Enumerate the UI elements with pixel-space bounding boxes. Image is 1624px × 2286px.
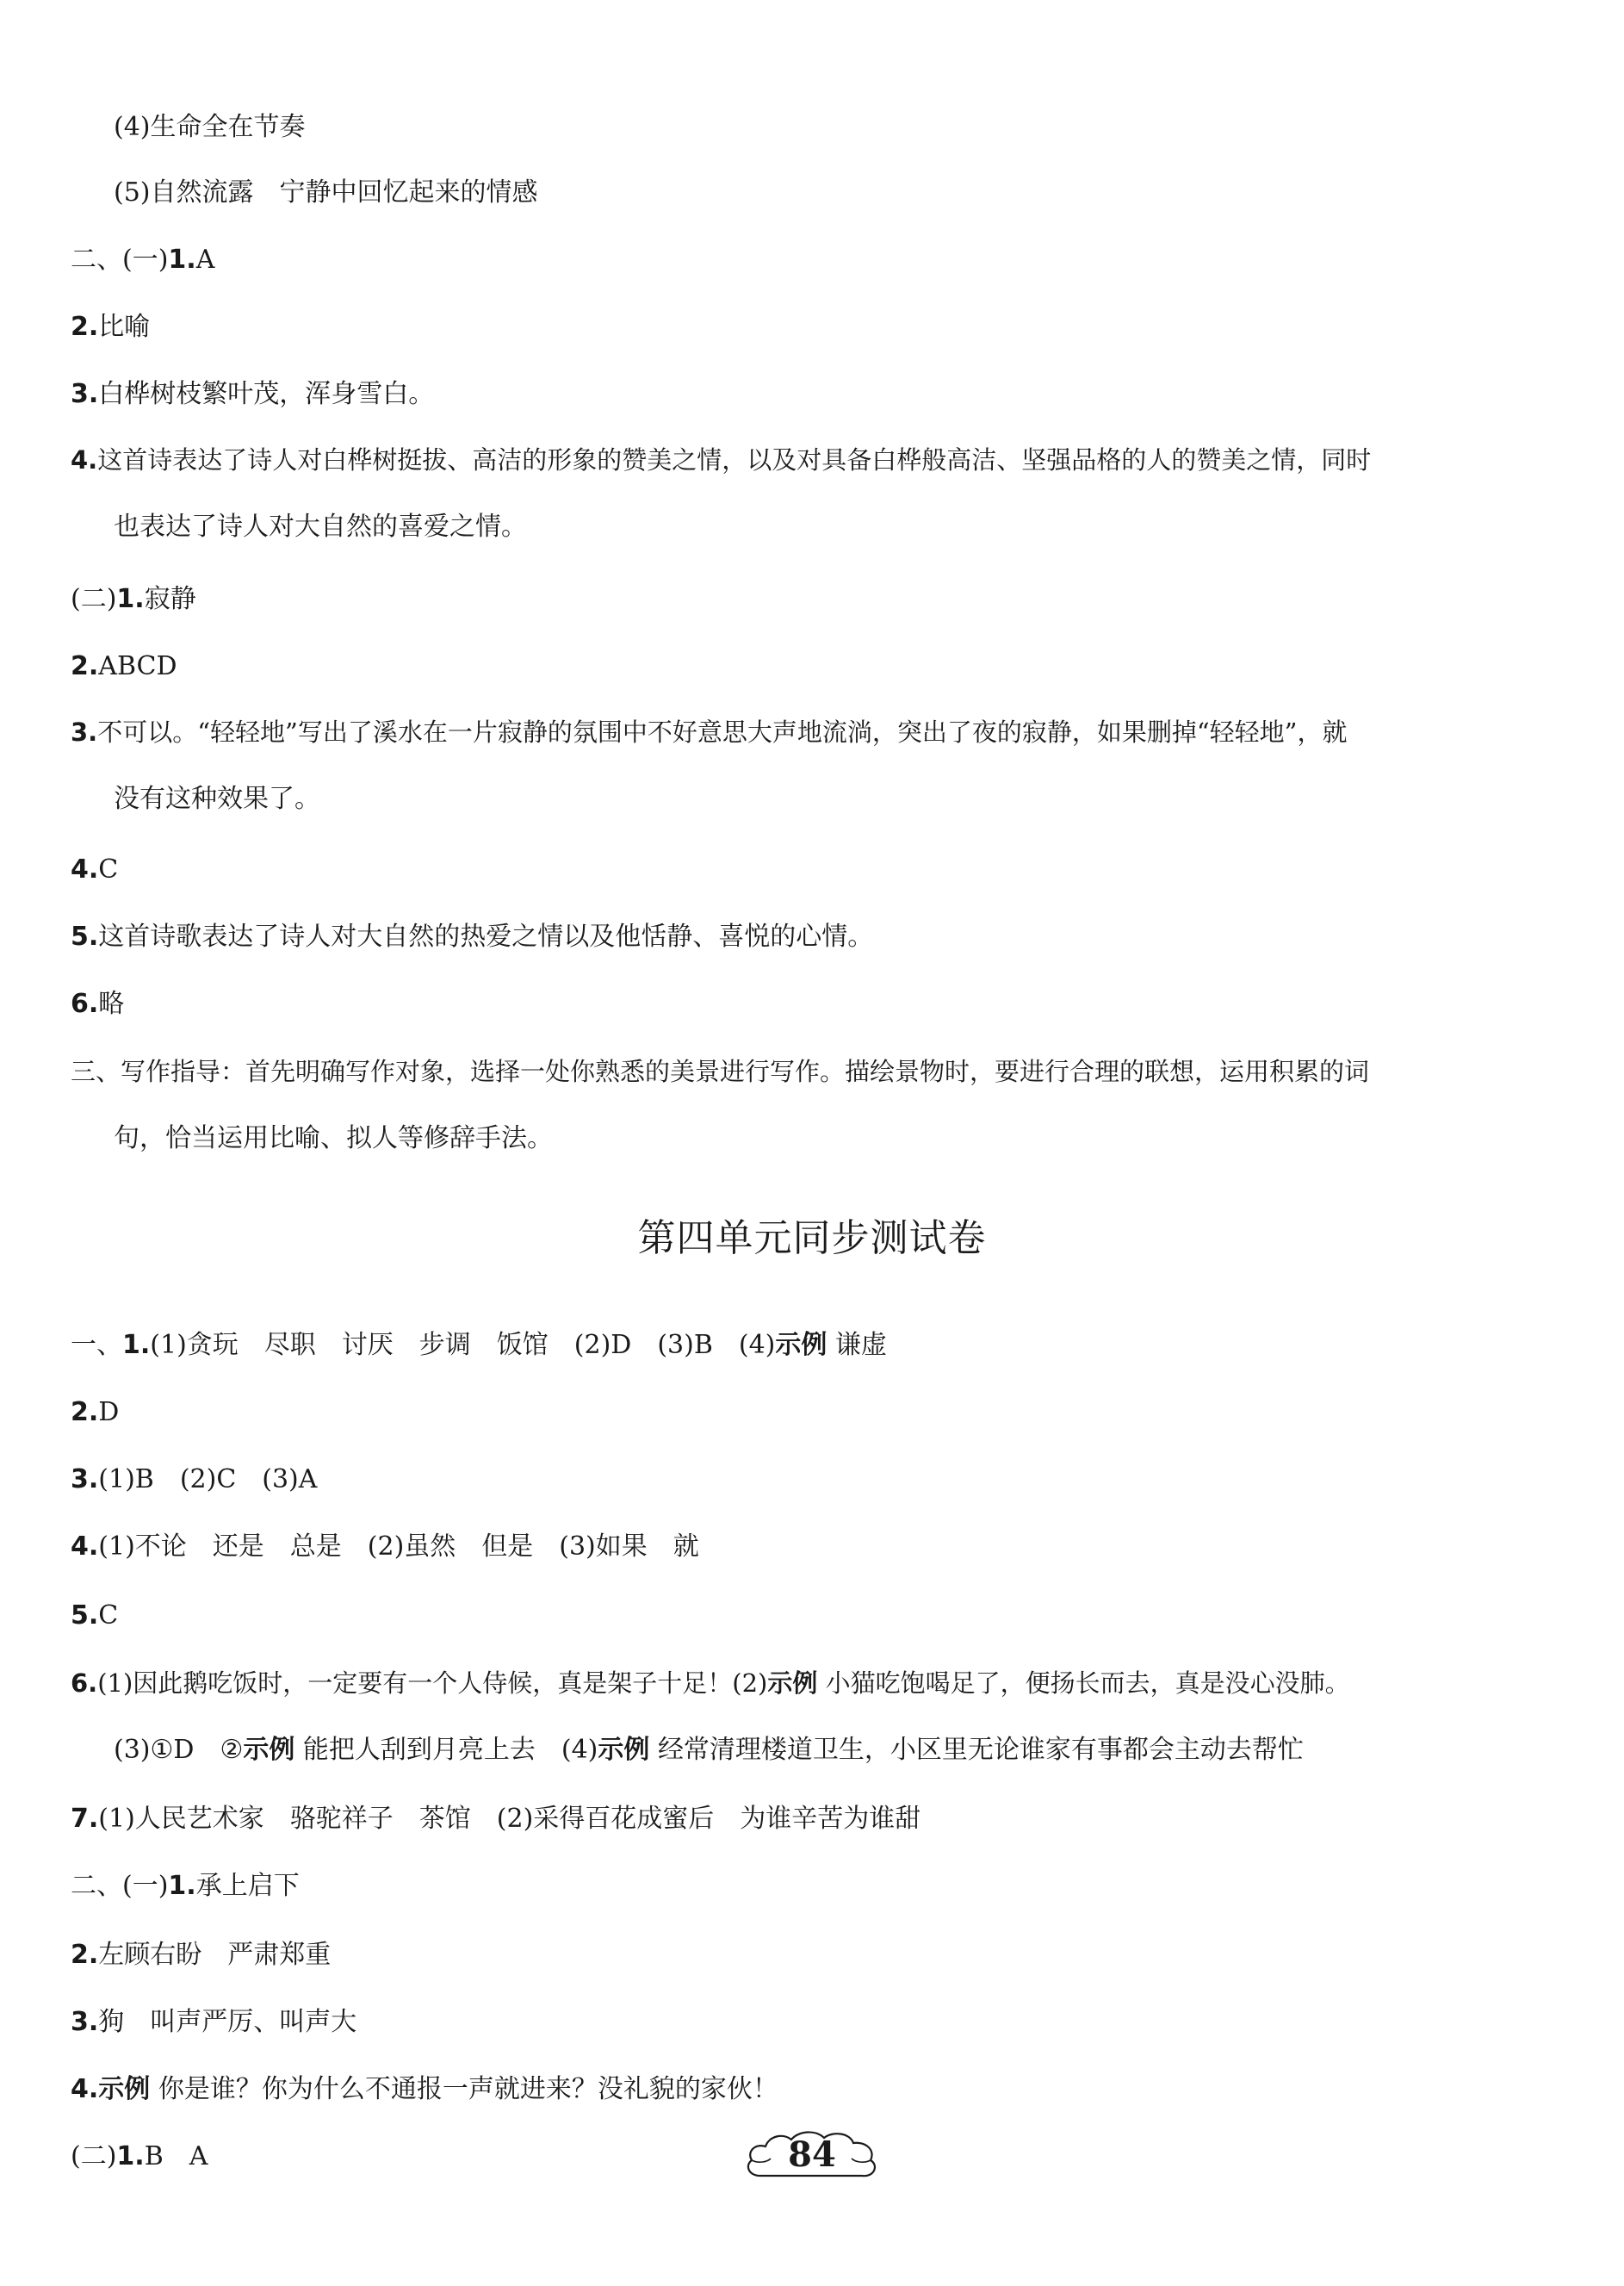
question-number: 1. [116, 584, 145, 614]
question-number: 4. [71, 2074, 99, 2104]
answer-text: 三、写作指导：首先明确写作对象，选择一处你熟悉的美景进行写作。描绘景物时，要进行合理的联想，运用积累的词 [71, 1057, 1370, 1086]
answer-line [114, 1121, 1595, 1156]
question-number: 4. [71, 854, 99, 885]
answer-text: 白桦树枝繁叶茂，浑身雪白。 [98, 379, 435, 409]
page-number-badge [741, 2126, 883, 2186]
section-label: 二、(一) [71, 245, 169, 275]
answer-text: 经常清理楼道卫生，小区里无论谁家有事都会主动去帮忙 [657, 1735, 1304, 1765]
section-label: 二、(一) [71, 1871, 169, 1901]
question-number: 4. [71, 1531, 99, 1562]
question-number: 1. [168, 245, 196, 275]
answer-line [114, 110, 1595, 145]
answer-line [71, 1395, 1552, 1430]
answer-text: ABCD [98, 651, 177, 681]
section-label: (二) [71, 584, 117, 614]
page-number: 84 [788, 2134, 836, 2175]
question-number: 3. [71, 379, 99, 409]
answer-line [71, 1054, 1552, 1089]
example-label: 示例 [98, 2074, 151, 2104]
answer-text: 狗 叫声严厉、叫声大 [98, 2007, 357, 2037]
answer-text: (1)人民艺术家 骆驼祥子 茶馆 (2)采得百花成蜜后 为谁辛苦为谁甜 [98, 1804, 921, 1834]
answer-text: A [195, 245, 215, 275]
answer-line [71, 1463, 1552, 1497]
answer-text: 比喻 [98, 312, 151, 342]
answer-text: (4)生命全在节奏 [114, 112, 306, 142]
question-number: 5. [71, 922, 99, 952]
answer-text: 谦虚 [834, 1330, 887, 1360]
answer-line [71, 377, 1552, 412]
answer-line [71, 1599, 1552, 1633]
question-number: 5. [71, 1600, 99, 1631]
answer-line [71, 1869, 1552, 1904]
question-number: 2. [71, 1940, 99, 1970]
answer-line [71, 987, 1552, 1022]
answer-line [71, 853, 1552, 887]
question-number: 6. [71, 989, 99, 1019]
answer-line [71, 1938, 1552, 1972]
answer-text: 你是谁？你为什么不通报一声就进来？没礼貌的家伙！ [158, 2074, 778, 2104]
question-number: 3. [71, 1464, 99, 1494]
question-number: 6. [71, 1668, 98, 1698]
answer-line [71, 1802, 1552, 1836]
answer-text: 这首诗表达了诗人对白桦树挺拔、高洁的形象的赞美之情，以及对具备白桦般高洁、坚强品格的人的赞美之情，同时 [97, 445, 1372, 475]
answer-text: 小猫吃饱喝足了，便扬长而去，真是没心没肺。 [825, 1668, 1350, 1698]
question-number: 1. [168, 1871, 196, 1901]
answer-text: 句，恰当运用比喻、拟人等修辞手法。 [114, 1123, 553, 1153]
answer-line [71, 310, 1552, 345]
question-number: 3. [71, 717, 98, 747]
example-label: 示例 [767, 1668, 818, 1698]
question-number: 2. [71, 312, 99, 342]
question-number: 1. [122, 1330, 151, 1360]
answer-text: 寂静 [144, 584, 196, 614]
answer-line [114, 510, 1595, 544]
answer-text: B A [144, 2141, 208, 2171]
answer-text: (1)不论 还是 总是 (2)虽然 但是 (3)如果 就 [98, 1531, 699, 1562]
answer-line [71, 443, 1552, 477]
question-number: 7. [71, 1804, 99, 1834]
answer-text: (1)B (2)C (3)A [98, 1464, 318, 1494]
answer-line [71, 2072, 1552, 2107]
answer-text: 没有这种效果了。 [114, 784, 320, 814]
answer-text: (1)贪玩 尽职 讨厌 步调 饭馆 (2)D (3)B (4) [150, 1330, 776, 1360]
answer-text: (5)自然流露 宁静中回忆起来的情感 [114, 177, 538, 208]
answer-line [71, 1666, 1552, 1700]
answer-line [71, 1530, 1552, 1564]
answer-line [71, 649, 1552, 684]
answer-line [71, 582, 1552, 617]
answer-text: 略 [98, 989, 125, 1019]
question-number: 3. [71, 2007, 99, 2037]
answer-text: (3)①D ② [114, 1735, 244, 1765]
unit-title: 第四单元同步测试卷 [637, 1216, 987, 1260]
example-label: 示例 [598, 1735, 650, 1765]
answer-text: 这首诗歌表达了诗人对大自然的热爱之情以及他恬静、喜悦的心情。 [98, 922, 874, 952]
question-number: 4. [71, 445, 98, 475]
answer-text: (1)因此鹅吃饭时，一定要有一个人侍候，真是架子十足！(2) [97, 1668, 768, 1698]
answer-line [114, 782, 1595, 817]
answer-text: C [98, 854, 119, 885]
answer-text: 承上启下 [195, 1871, 300, 1901]
section-label: (二) [71, 2141, 117, 2171]
answer-text: 能把人刮到月亮上去 (4) [302, 1735, 598, 1765]
answer-text: 左顾右盼 严肃郑重 [98, 1940, 332, 1970]
answer-line [71, 243, 1552, 277]
answer-text: 也表达了诗人对大自然的喜爱之情。 [114, 512, 527, 542]
answer-text: D [98, 1397, 120, 1427]
answer-line [114, 176, 1595, 210]
answer-line [71, 2005, 1552, 2040]
question-number: 2. [71, 1397, 99, 1427]
section-label: 一、 [71, 1330, 122, 1360]
answer-text: 不可以。“轻轻地”写出了溪水在一片寂静的氛围中不好意思大声地流淌，突出了夜的寂静，如果删掉“轻轻地”，就 [97, 717, 1348, 747]
answer-line [71, 715, 1552, 749]
answer-line [114, 1733, 1595, 1767]
question-number: 1. [116, 2141, 145, 2171]
answer-line [71, 1328, 1552, 1363]
question-number: 2. [71, 651, 99, 681]
answer-text: C [98, 1600, 119, 1631]
answer-line [71, 920, 1552, 954]
example-label: 示例 [775, 1330, 827, 1360]
example-label: 示例 [243, 1735, 295, 1765]
